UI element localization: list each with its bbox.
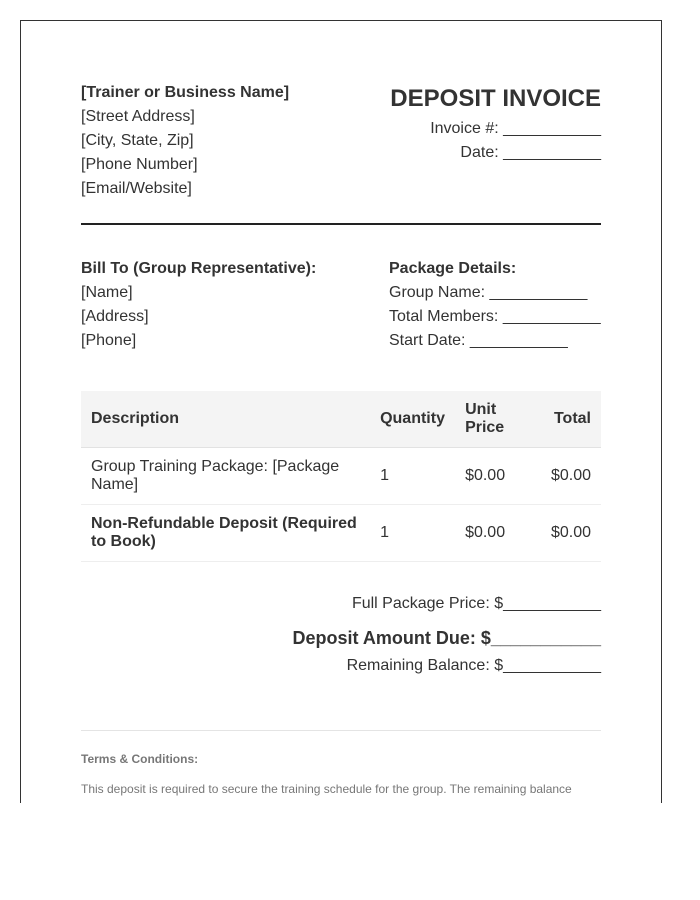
row-unit-price: $0.00: [455, 448, 541, 505]
table-header-row: [81, 391, 601, 448]
terms-text: This deposit is required to secure the training schedule for the group. The remaining balance: [81, 782, 572, 796]
table-row: [81, 505, 601, 562]
billing-section: [81, 225, 601, 375]
package-heading: Package Details:: [389, 260, 517, 277]
header-unit-price: Unit Price: [455, 391, 541, 448]
package-start-date: Start Date: ___________: [389, 332, 568, 349]
table-row: [81, 448, 601, 505]
invoice-header: [81, 81, 601, 225]
package-total-members: Total Members: ___________: [389, 308, 601, 325]
bill-to-heading: Bill To (Group Representative):: [81, 260, 317, 277]
invoice-number: Invoice #: ___________: [430, 120, 601, 137]
package-group-name: Group Name: ___________: [389, 284, 588, 301]
terms-section: [81, 730, 601, 797]
row-quantity: 1: [370, 505, 455, 562]
bill-to-address: [Address]: [81, 308, 149, 325]
header-description: Description: [81, 391, 370, 448]
bill-to-name: [Name]: [81, 284, 133, 301]
invoice-meta: [390, 81, 601, 165]
row-total: $0.00: [541, 448, 601, 505]
row-total: $0.00: [541, 505, 601, 562]
deposit-amount-due: Deposit Amount Due: $___________: [292, 628, 601, 648]
invoice-content: [81, 81, 601, 797]
business-name: [Trainer or Business Name]: [81, 84, 290, 101]
invoice-date: Date: ___________: [460, 144, 601, 161]
remaining-balance: Remaining Balance: $___________: [346, 657, 601, 674]
package-details: [389, 257, 601, 353]
row-description: Non-Refundable Deposit (Required to Book): [81, 505, 370, 562]
invoice-page: [20, 20, 662, 803]
invoice-title: DEPOSIT INVOICE: [390, 85, 601, 112]
full-package-price: Full Package Price: $___________: [351, 595, 601, 612]
business-city: [City, State, Zip]: [81, 132, 194, 149]
terms-heading: Terms & Conditions:: [81, 752, 199, 766]
header-quantity: Quantity: [370, 391, 455, 448]
totals-section: [81, 592, 601, 678]
business-street: [Street Address]: [81, 108, 195, 125]
business-email: [Email/Website]: [81, 180, 192, 197]
header-total: Total: [541, 391, 601, 448]
bill-to: [81, 257, 316, 353]
business-info: [81, 81, 289, 201]
business-phone: [Phone Number]: [81, 156, 198, 173]
row-description: Group Training Package: [Package Name]: [81, 448, 370, 505]
line-items-table: [81, 391, 601, 562]
bill-to-phone: [Phone]: [81, 332, 137, 349]
row-unit-price: $0.00: [455, 505, 541, 562]
row-quantity: 1: [370, 448, 455, 505]
